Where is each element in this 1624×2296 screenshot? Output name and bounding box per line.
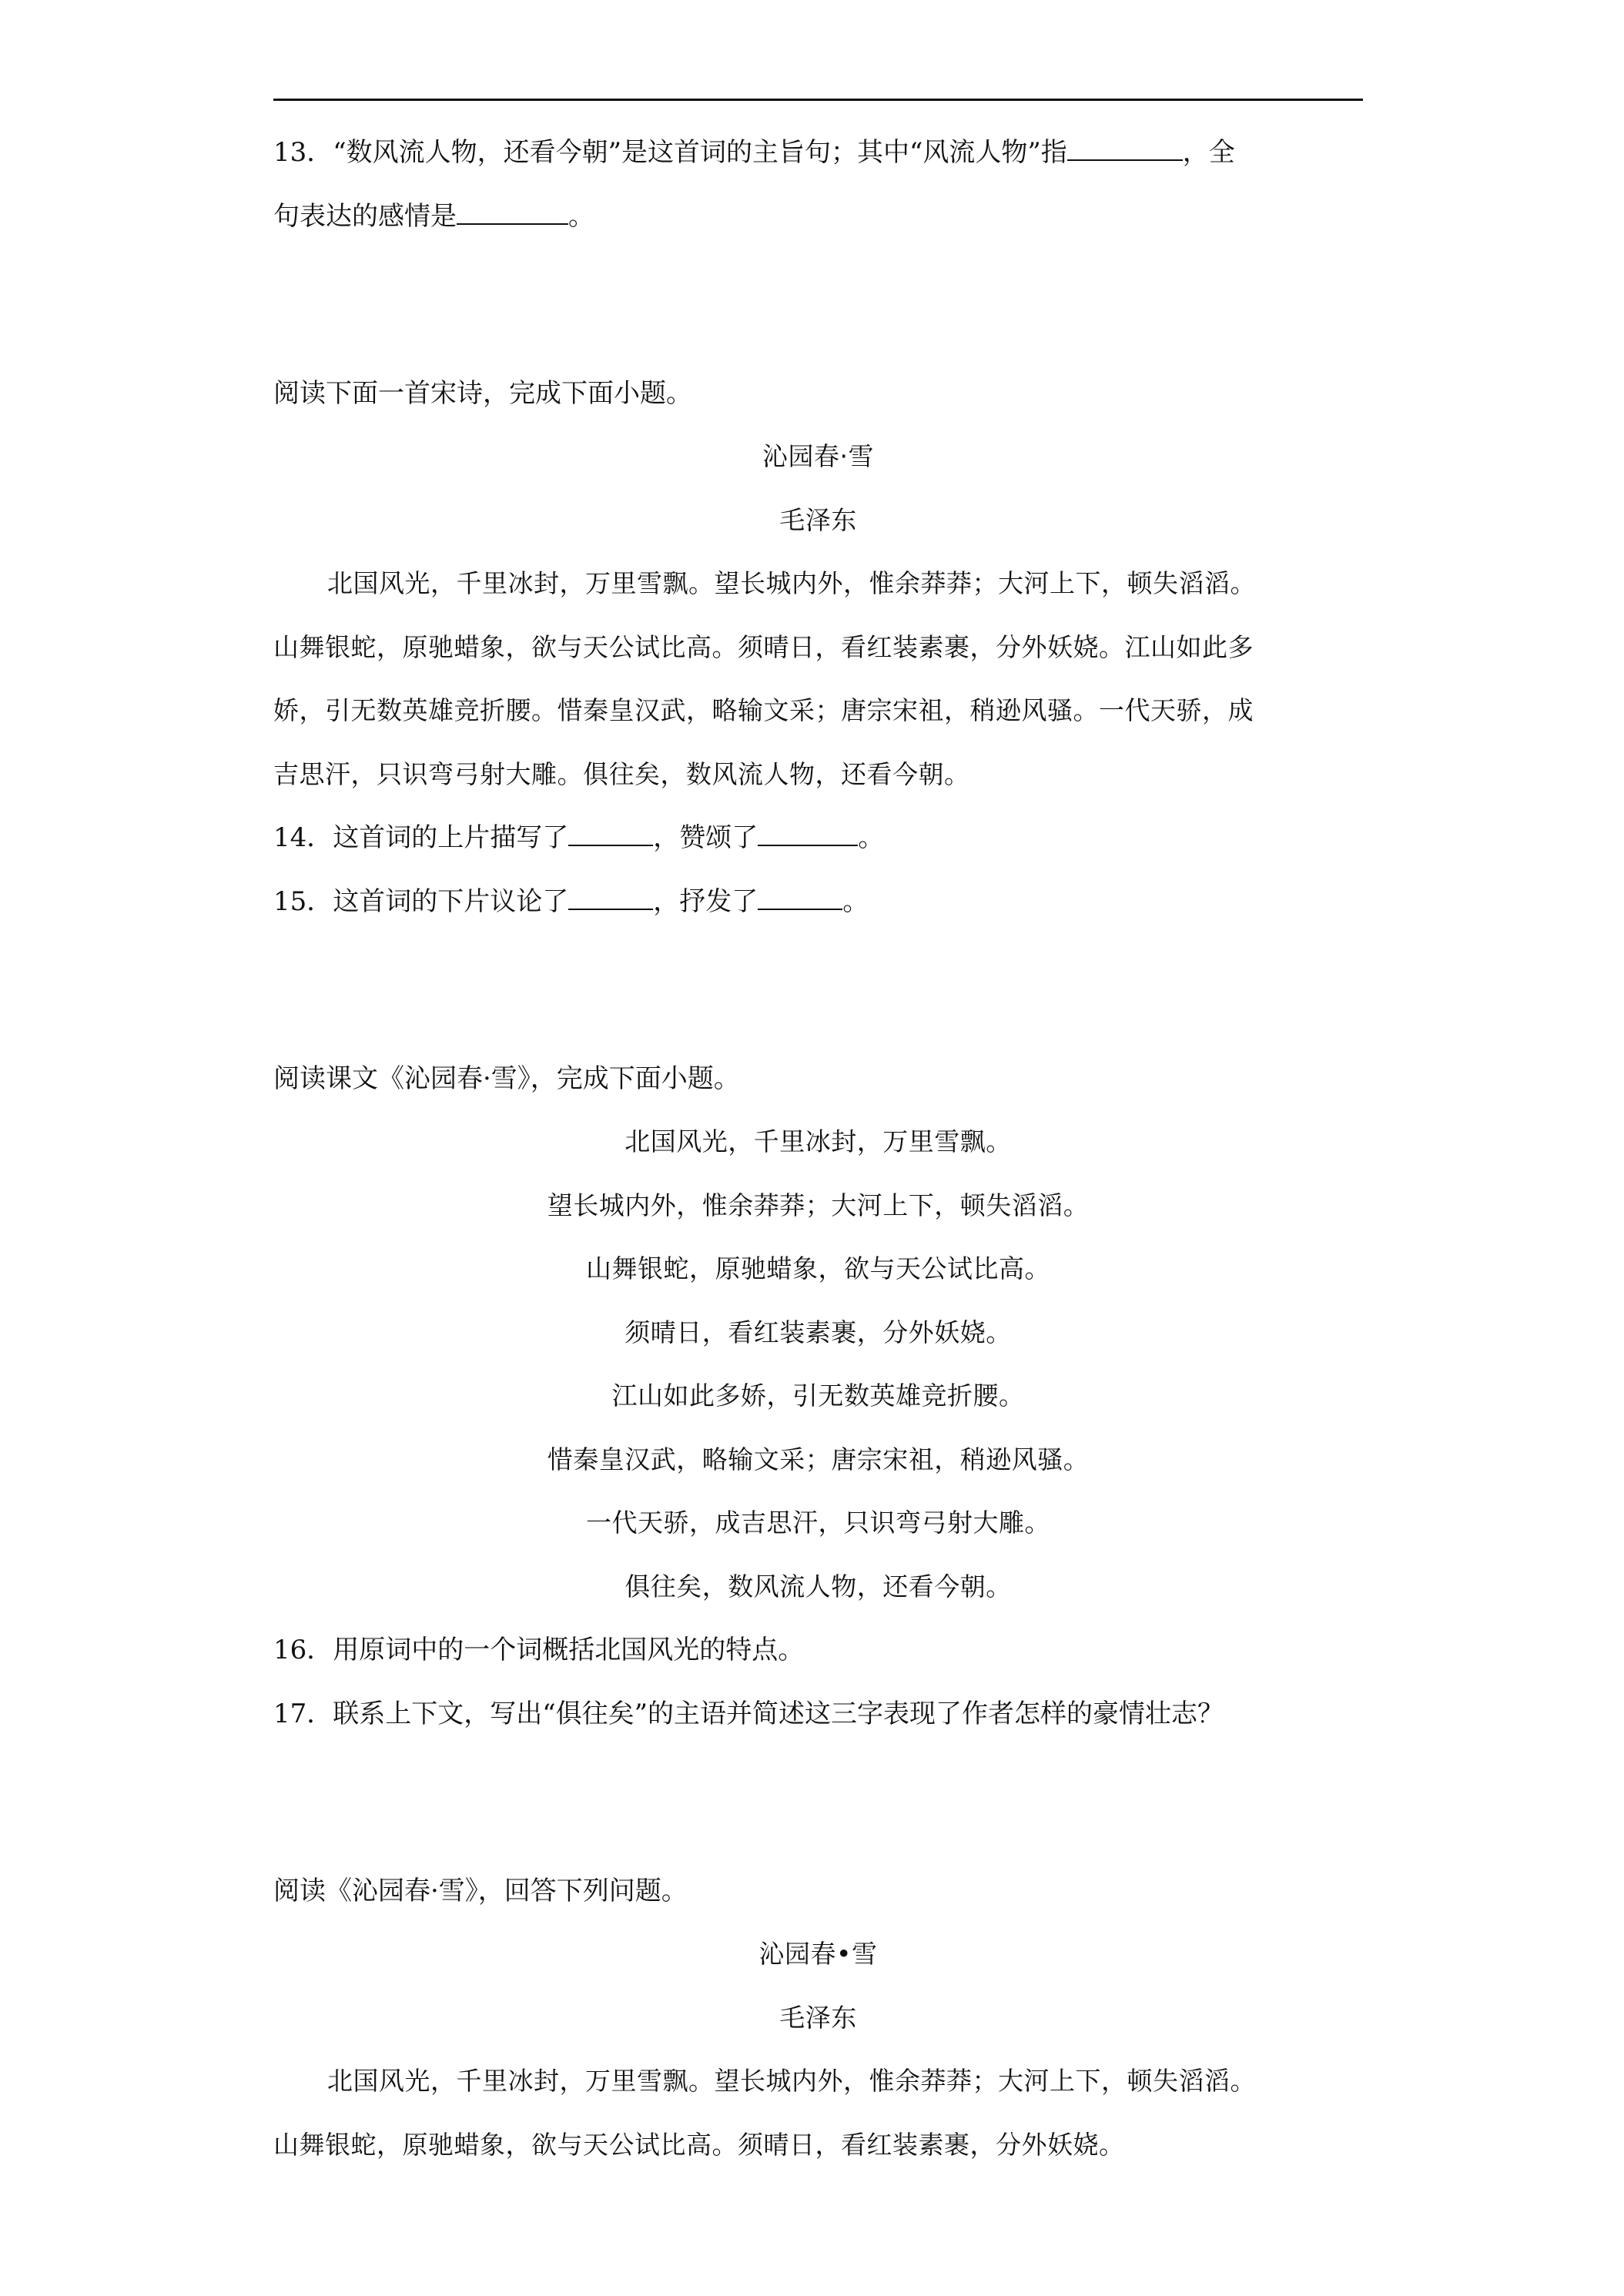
answer-blank[interactable] — [1067, 136, 1183, 161]
poem-line: 山舞银蛇，原驰蜡象，欲与天公试比高。 — [586, 1253, 1050, 1284]
section2-intro: 阅读课文《沁园春·雪》，完成下面小题。 — [273, 1063, 740, 1094]
q13-line2 — [273, 199, 1363, 234]
poem-line: 山舞银蛇，原驰蜡象，欲与天公试比高。须晴日，看红装素裹，分外妖娆。江山如此多 — [273, 632, 1254, 662]
poem-line: 俱往矣，数风流人物，还看今朝。 — [624, 1571, 1012, 1602]
q13-text: 13．“数风流人物，还看今朝”是这首词的主旨句；其中“风流人物”指 — [273, 137, 1067, 168]
section1-intro: 阅读下面一首宋诗，完成下面小题。 — [273, 378, 692, 409]
q13-text: ，全 — [1182, 137, 1235, 168]
poem-line: 惜秦皇汉武，略输文采；唐宗宋祖，稍逊风骚。 — [547, 1444, 1090, 1474]
poem-line: 一代天骄，成吉思汗，只识弯弓射大雕。 — [586, 1508, 1050, 1538]
q14-text: 14．这首词的上片描写了 — [273, 822, 569, 853]
poem-line: 山舞银蛇，原驰蜡象，欲与天公试比高。须晴日，看红装素裹，分外妖娆。 — [273, 2130, 1125, 2160]
q15-text: 。 — [842, 886, 869, 917]
q14-text: ，赞颂了 — [653, 822, 758, 853]
poem-line: 北国风光，千里冰封，万里雪飘。望长城内外，惟余莽莽；大河上下，顿失滔滔。 — [327, 2066, 1256, 2096]
section3-intro: 阅读《沁园春·雪》，回答下列问题。 — [273, 1876, 688, 1906]
q16: 16．用原词中的一个词概括北国风光的特点。 — [273, 1635, 805, 1665]
answer-blank[interactable] — [758, 822, 858, 846]
q15-text: ，抒发了 — [653, 886, 758, 917]
poem-title: 沁园春·雪 — [762, 441, 874, 471]
q17: 17．联系上下文，写出“俱往矣”的主语并简述这三字表现了作者怎样的豪情壮志？ — [273, 1699, 1224, 1729]
poem-line: 须晴日，看红装素裹，分外妖娆。 — [624, 1317, 1012, 1347]
answer-blank[interactable] — [568, 822, 653, 846]
poem-title: 沁园春•雪 — [758, 1939, 878, 1969]
q14 — [273, 820, 1363, 855]
q15 — [273, 884, 1363, 919]
poem-line: 娇，引无数英雄竞折腰。惜秦皇汉武，略输文采；唐宗宋祖，稍逊风骚。一代天骄，成 — [273, 695, 1254, 725]
poem-line: 望长城内外，惟余莽莽；大河上下，顿失滔滔。 — [547, 1190, 1090, 1220]
poem-line: 北国风光，千里冰封，万里雪飘。望长城内外，惟余莽莽；大河上下，顿失滔滔。 — [327, 568, 1256, 598]
answer-blank[interactable] — [758, 885, 842, 910]
answer-blank[interactable] — [457, 200, 568, 225]
q13-line1 — [273, 135, 1363, 170]
q14-text: 。 — [858, 822, 885, 853]
q13-text: 。 — [568, 201, 594, 232]
answer-blank[interactable] — [568, 885, 653, 910]
poem-line: 北国风光，千里冰封，万里雪飘。 — [624, 1126, 1012, 1156]
header-rule — [273, 99, 1363, 101]
poem-line: 吉思汗，只识弯弓射大雕。俱往矣，数风流人物，还看今朝。 — [273, 759, 970, 789]
poem-line: 江山如此多娇，引无数英雄竞折腰。 — [611, 1381, 1025, 1411]
poem-author: 毛泽东 — [779, 505, 857, 535]
poem-author: 毛泽东 — [779, 2003, 857, 2033]
q15-text: 15．这首词的下片议论了 — [273, 886, 569, 917]
q13-text: 句表达的感情是 — [273, 201, 457, 232]
